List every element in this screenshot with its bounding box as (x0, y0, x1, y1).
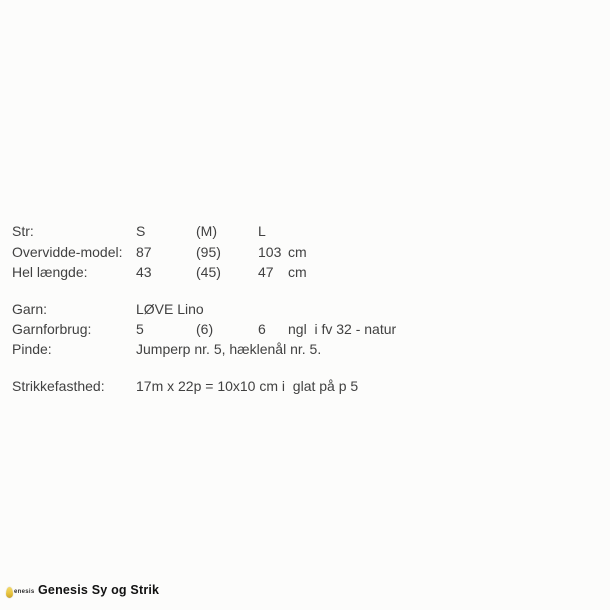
size-m: (M) (196, 223, 217, 239)
table-row-overvidde (0, 243, 610, 263)
row-label: Pinde: (12, 341, 52, 357)
footer-brand-name: Genesis Sy og Strik (38, 583, 160, 597)
size-l: L (258, 223, 266, 239)
row-label: Str: (12, 223, 34, 239)
value-m: (6) (196, 321, 214, 337)
table-row-pinde (0, 340, 610, 360)
genesis-logo-text: enesis (14, 588, 35, 595)
unit: cm (288, 264, 307, 280)
needles-value: Jumperp nr. 5, hæklenål nr. 5. (136, 341, 322, 357)
row-label: Overvidde-model: (12, 244, 123, 260)
row-label: Garn: (12, 301, 48, 317)
row-label: Strikkefasthed: (12, 378, 105, 394)
genesis-flame-icon (6, 587, 13, 598)
row-label: Garnforbrug: (12, 321, 92, 337)
table-row-str (0, 222, 610, 242)
value-s: 87 (136, 244, 152, 260)
table-row-laengde (0, 263, 610, 283)
value-l: 47 (258, 264, 274, 280)
yarn-color-note: ngl i fv 32 - natur (288, 321, 397, 337)
gauge-value: 17m x 22p = 10x10 cm i glat på p 5 (136, 378, 359, 394)
value-l: 6 (258, 321, 266, 337)
value-s: 5 (136, 321, 144, 337)
unit: cm (288, 244, 307, 260)
table-row-garn (0, 300, 610, 320)
size-s: S (136, 223, 146, 239)
genesis-logo (6, 586, 34, 598)
value-l: 103 (258, 244, 282, 260)
yarn-name: LØVE Lino (136, 301, 204, 317)
row-label: Hel længde: (12, 264, 88, 280)
table-row-garnforbrug (0, 320, 610, 340)
table-row-strikkefasthed (0, 377, 610, 397)
value-m: (45) (196, 264, 221, 280)
value-s: 43 (136, 264, 152, 280)
value-m: (95) (196, 244, 221, 260)
